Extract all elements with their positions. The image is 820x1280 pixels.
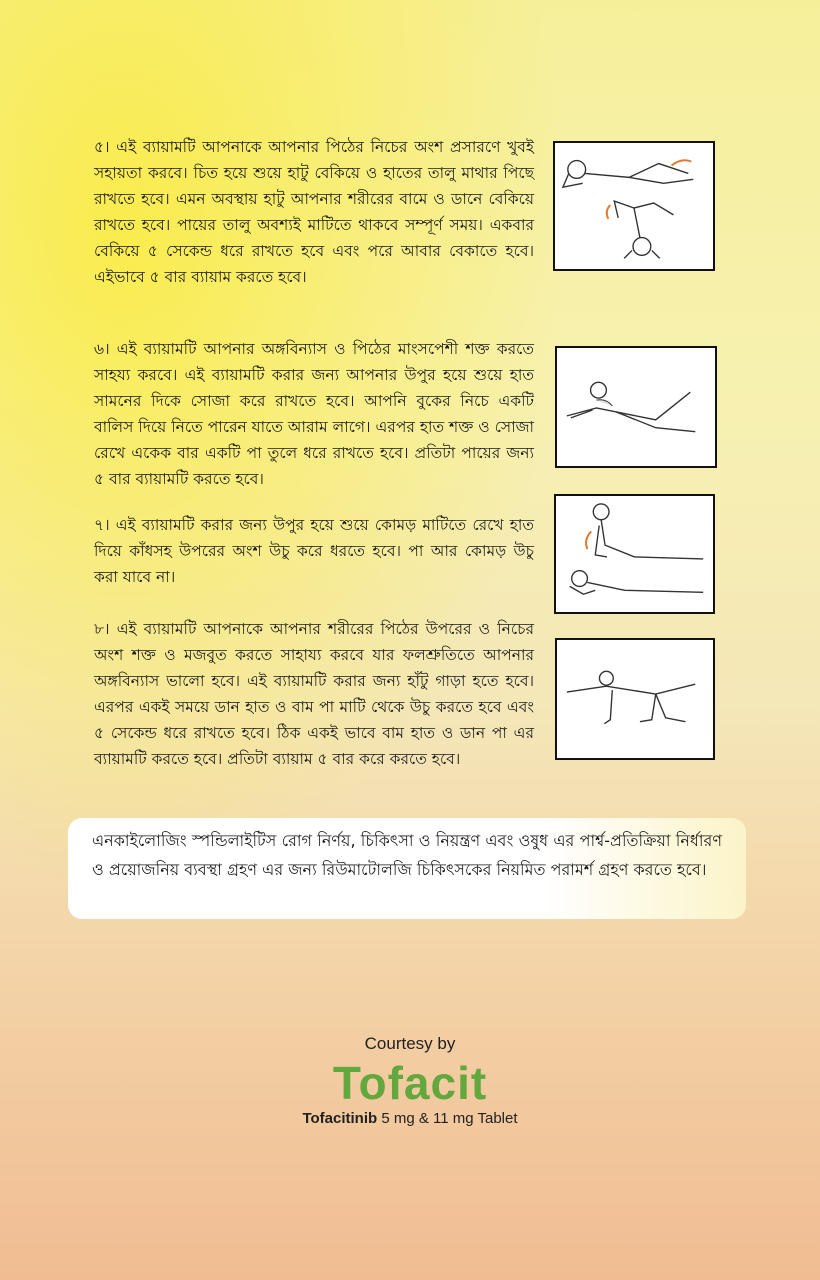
- exercise-6-text: ৬। এই ব্যায়ামটি আপনার অঙ্গবিন্যাস ও পিঠের মাংসপেশী শক্ত করতে সাহয্য করবে। এই ব্যায়ামটি করার জন্য আপনার উপুর হয়ে শুয়ে হাত সামনের দিকে সোজা করে রাখতে হবে। আপনি বুকের নিচে একটি বালিস দিয়ে নিতে পারেন যাতে আরাম লাগে। এরপর হাত শক্ত ও সোজা রেখে একেক বার একটি পা তুলে ধরে রাখতে হবে। প্রতিটা পায়ের জন্য ৫ বার ব্যায়ামটি করতে হবে।: [94, 340, 534, 488]
- exercise-7-text: ৭। এই ব্যায়ামটি করার জন্য উপুর হয়ে শুয়ে কোমড় মাটিতে রেখে হাত দিয়ে কাঁধসহ উপরের অংশ উচু করে ধরতে হবে। পা আর কোমড় উচু করা যাবে না।: [94, 516, 534, 586]
- exercise-5-text: ৫। এই ব্যায়ামটি আপনাকে আপনার পিঠের নিচের অংশ প্রসারণে খুবই সহায়তা করবে। চিত হয়ে শুয়ে হাটু বেকিয়ে ও হাতের তালু মাথার পিছে রাখতে হবে। এমন অবস্থায় হাটু আপনার শরীরের বামে ও ডানে বেকিয়ে রাখতে হবে। পায়ের তালু অবশ্যই মাটিতে থাকবে সম্পূর্ণ সময়। একবার বেকিয়ে ৫ সেকেন্ড ধরে রাখতে হবে এবং পরে আবার বেকাতে হবে। এইভাবে ৫ বার ব্যায়াম করতে হবে।: [94, 138, 534, 286]
- brand-logo-text: Tofacit: [332, 1057, 488, 1109]
- press-up-illustration: [554, 494, 715, 614]
- brand-subtitle: [0, 1110, 820, 1127]
- exercise-8-text: ৮। এই ব্যায়ামটি আপনাকে আপনার শরীরের পিঠের উপরের ও নিচের অংশ শক্ত ও মজবুত করতে সাহায্য করবে যার ফলশ্রুতিতে আপনার অঙ্গবিন্যাস ভালো হবে। এই ব্যায়ামটি করার জন্য হাঁটু গাড়া হতে হবে। এরপর একই সময়ে ডান হাত ও বাম পা মাটি থেকে উচু করতে হবে এবং ৫ সেকেন্ড ধরে রাখতে হবে। ঠিক একই ভাবে বাম হাত ও ডান পা এর ব্যায়ামটি করতে হবে। প্রতিটা ব্যায়াম ৫ বার করে করতে হবে।: [94, 620, 534, 768]
- doctor-consultation-notice: এনকাইলোজিং স্পন্ডিলাইটিস রোগ নির্ণয়, চিকিৎসা ও নিয়ন্ত্রণ এবং ওষুধ এর পার্শ্ব-প্রতিক্রিয়া নির্ধারণ ও প্রয়োজনিয় ব্যবস্থা গ্রহণ এর জন্য রিউমাটোলজি চিকিৎসকের নিয়মিত পরামর্শ গ্রহণ করতে হবে।: [68, 818, 746, 919]
- generic-name: Tofacitinib: [302, 1110, 378, 1127]
- prone-leg-lift-illustration: [555, 346, 717, 468]
- knee-rotation-illustration: [553, 141, 715, 271]
- tablet-strength: 5 mg & 11 mg Tablet: [377, 1110, 518, 1127]
- courtesy-label: Courtesy by: [364, 1034, 456, 1053]
- bird-dog-illustration: [555, 638, 715, 760]
